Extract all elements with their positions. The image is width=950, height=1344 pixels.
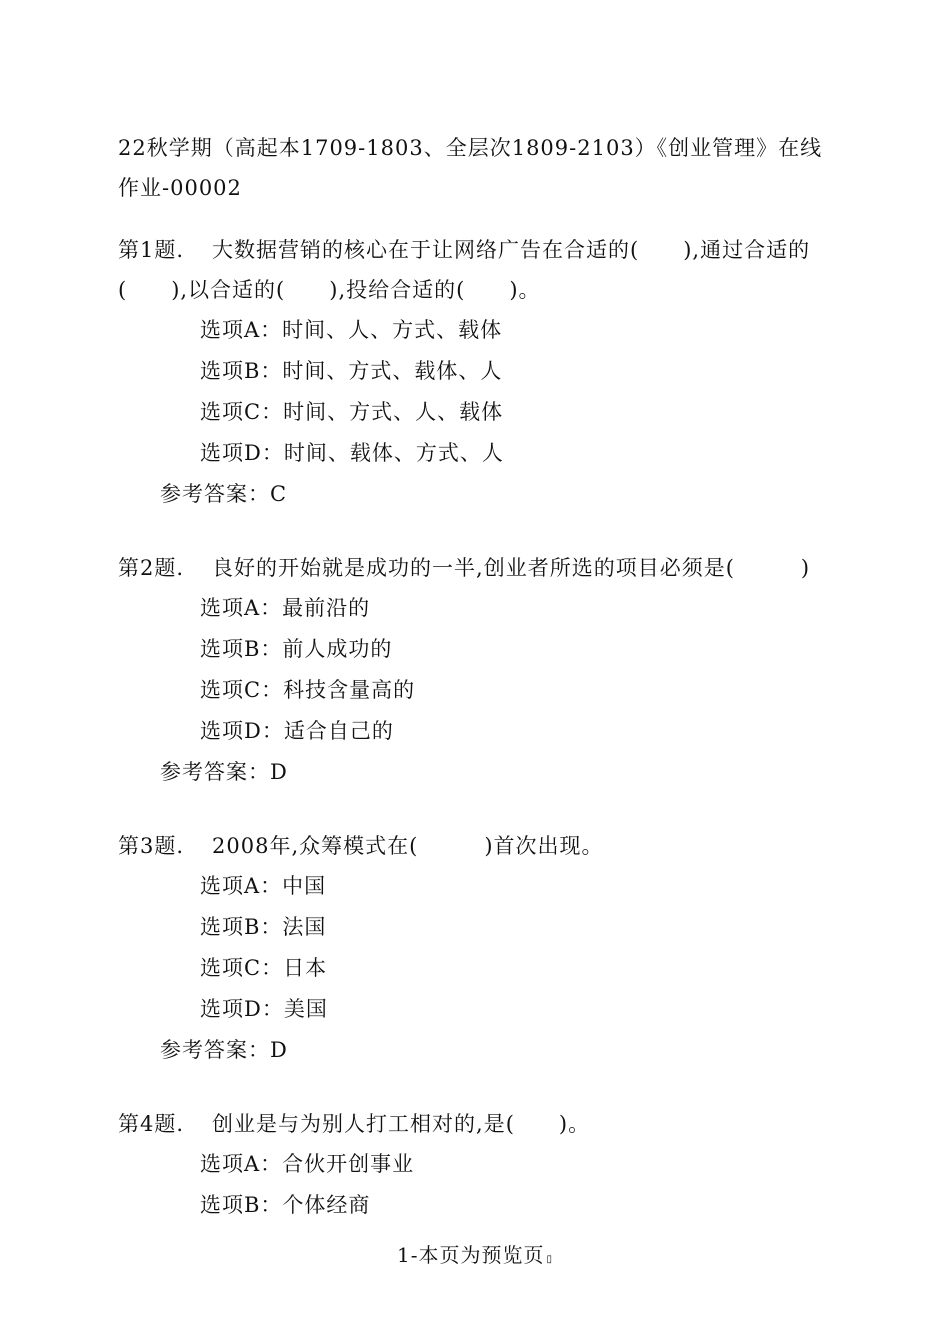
question-text: 创业是与为别人打工相对的,是( )。	[212, 1112, 591, 1136]
option-d: 选项D：美国	[200, 997, 328, 1021]
document-title: 22秋学期（高起本1709-1803、全层次1809-2103）《创业管理》在线作业-00002	[118, 136, 823, 200]
option-c: 选项C：时间、方式、人、载体	[200, 400, 504, 424]
question-number: 第1题.	[118, 238, 185, 262]
page-footer	[0, 1240, 950, 1275]
reference-answer: 参考答案：D	[160, 760, 288, 784]
option-b: 选项B：前人成功的	[200, 637, 393, 661]
footer-text: 1-本页为预览页	[397, 1243, 545, 1267]
option-a: 选项A：时间、人、方式、载体	[200, 318, 503, 342]
option-a: 选项A：中国	[200, 874, 327, 898]
question-text: 大数据营销的核心在于让网络广告在合适的( ),通过合适的( ),以合适的( ),投给合适的( )。	[118, 238, 811, 302]
footer-mark: ▯	[546, 1254, 553, 1265]
question-number: 第4题.	[118, 1112, 185, 1136]
option-b: 选项B：法国	[200, 915, 327, 939]
option-a: 选项A：最前沿的	[200, 596, 371, 620]
option-d: 选项D：适合自己的	[200, 719, 394, 743]
option-c: 选项C：日本	[200, 956, 328, 980]
question-2	[118, 548, 838, 793]
option-d: 选项D：时间、载体、方式、人	[200, 441, 504, 465]
reference-answer: 参考答案：D	[160, 1038, 288, 1062]
question-stem	[118, 230, 838, 310]
option-b: 选项B：个体经商	[200, 1193, 371, 1217]
question-stem	[118, 1104, 838, 1144]
option-c: 选项C：科技含量高的	[200, 678, 416, 702]
question-1	[118, 230, 838, 515]
question-text: 良好的开始就是成功的一半,创业者所选的项目必须是( )	[212, 556, 811, 580]
option-a: 选项A：合伙开创事业	[200, 1152, 415, 1176]
question-stem	[118, 548, 838, 588]
question-3	[118, 826, 838, 1071]
question-4	[118, 1104, 838, 1226]
question-number: 第2题.	[118, 556, 185, 580]
option-b: 选项B：时间、方式、载体、人	[200, 359, 503, 383]
question-number: 第3题.	[118, 834, 185, 858]
question-stem	[118, 826, 838, 866]
question-text: 2008年,众筹模式在( )首次出现。	[212, 834, 604, 858]
question-list	[118, 230, 838, 1259]
reference-answer: 参考答案：C	[160, 482, 288, 506]
